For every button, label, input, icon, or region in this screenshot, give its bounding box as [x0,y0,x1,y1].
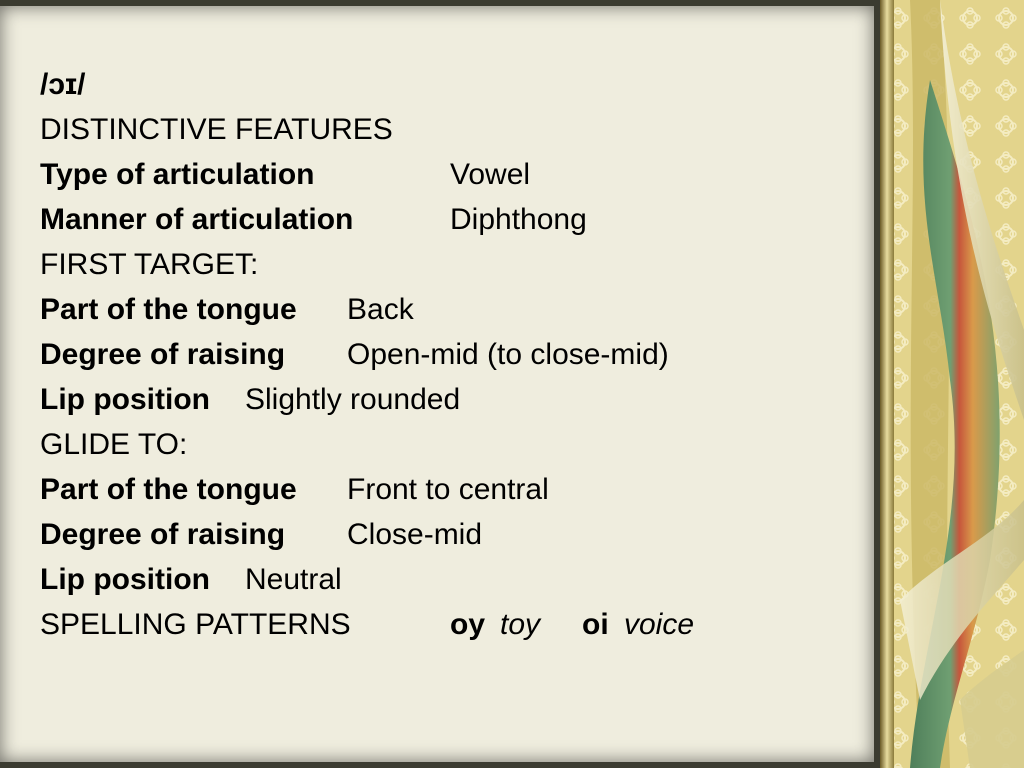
manner-label: Manner of articulation [40,203,354,236]
glide-heading: GLIDE TO: [40,428,188,461]
spelling-example-2: voice [624,608,695,641]
slide-content-area [0,6,874,762]
ft-part-value: Back [347,293,414,326]
gl-part-value: Front to central [347,473,549,506]
ft-degree-value: Open-mid (to close-mid) [347,338,669,371]
decorative-border-art [880,0,1024,768]
type-label: Type of articulation [40,158,315,191]
distinctive-features-heading: DISTINCTIVE FEATURES [40,113,393,146]
spelling-heading: SPELLING PATTERNS [40,608,351,641]
ft-lip-label: Lip position [40,383,210,416]
spelling-pattern-1: oy [450,608,486,641]
manner-value: Diphthong [450,203,587,236]
gl-degree-label: Degree of raising [40,518,286,551]
ft-degree-label: Degree of raising [40,338,286,371]
ft-part-label: Part of the tongue [40,293,297,326]
gl-part-label: Part of the tongue [40,473,297,506]
gl-lip-label: Lip position [40,563,210,596]
first-target-heading: FIRST TARGET: [40,248,259,281]
ft-lip-value: Slightly rounded [245,383,461,416]
phoneme-symbol: /ɔɪ/ [40,68,86,101]
spelling-pattern-2: oi [582,608,609,641]
spelling-example-1: toy [500,608,541,641]
gl-lip-value: Neutral [245,563,342,596]
gl-degree-value: Close-mid [347,518,483,551]
type-value: Vowel [450,158,531,191]
decorative-pattern [880,0,1024,768]
